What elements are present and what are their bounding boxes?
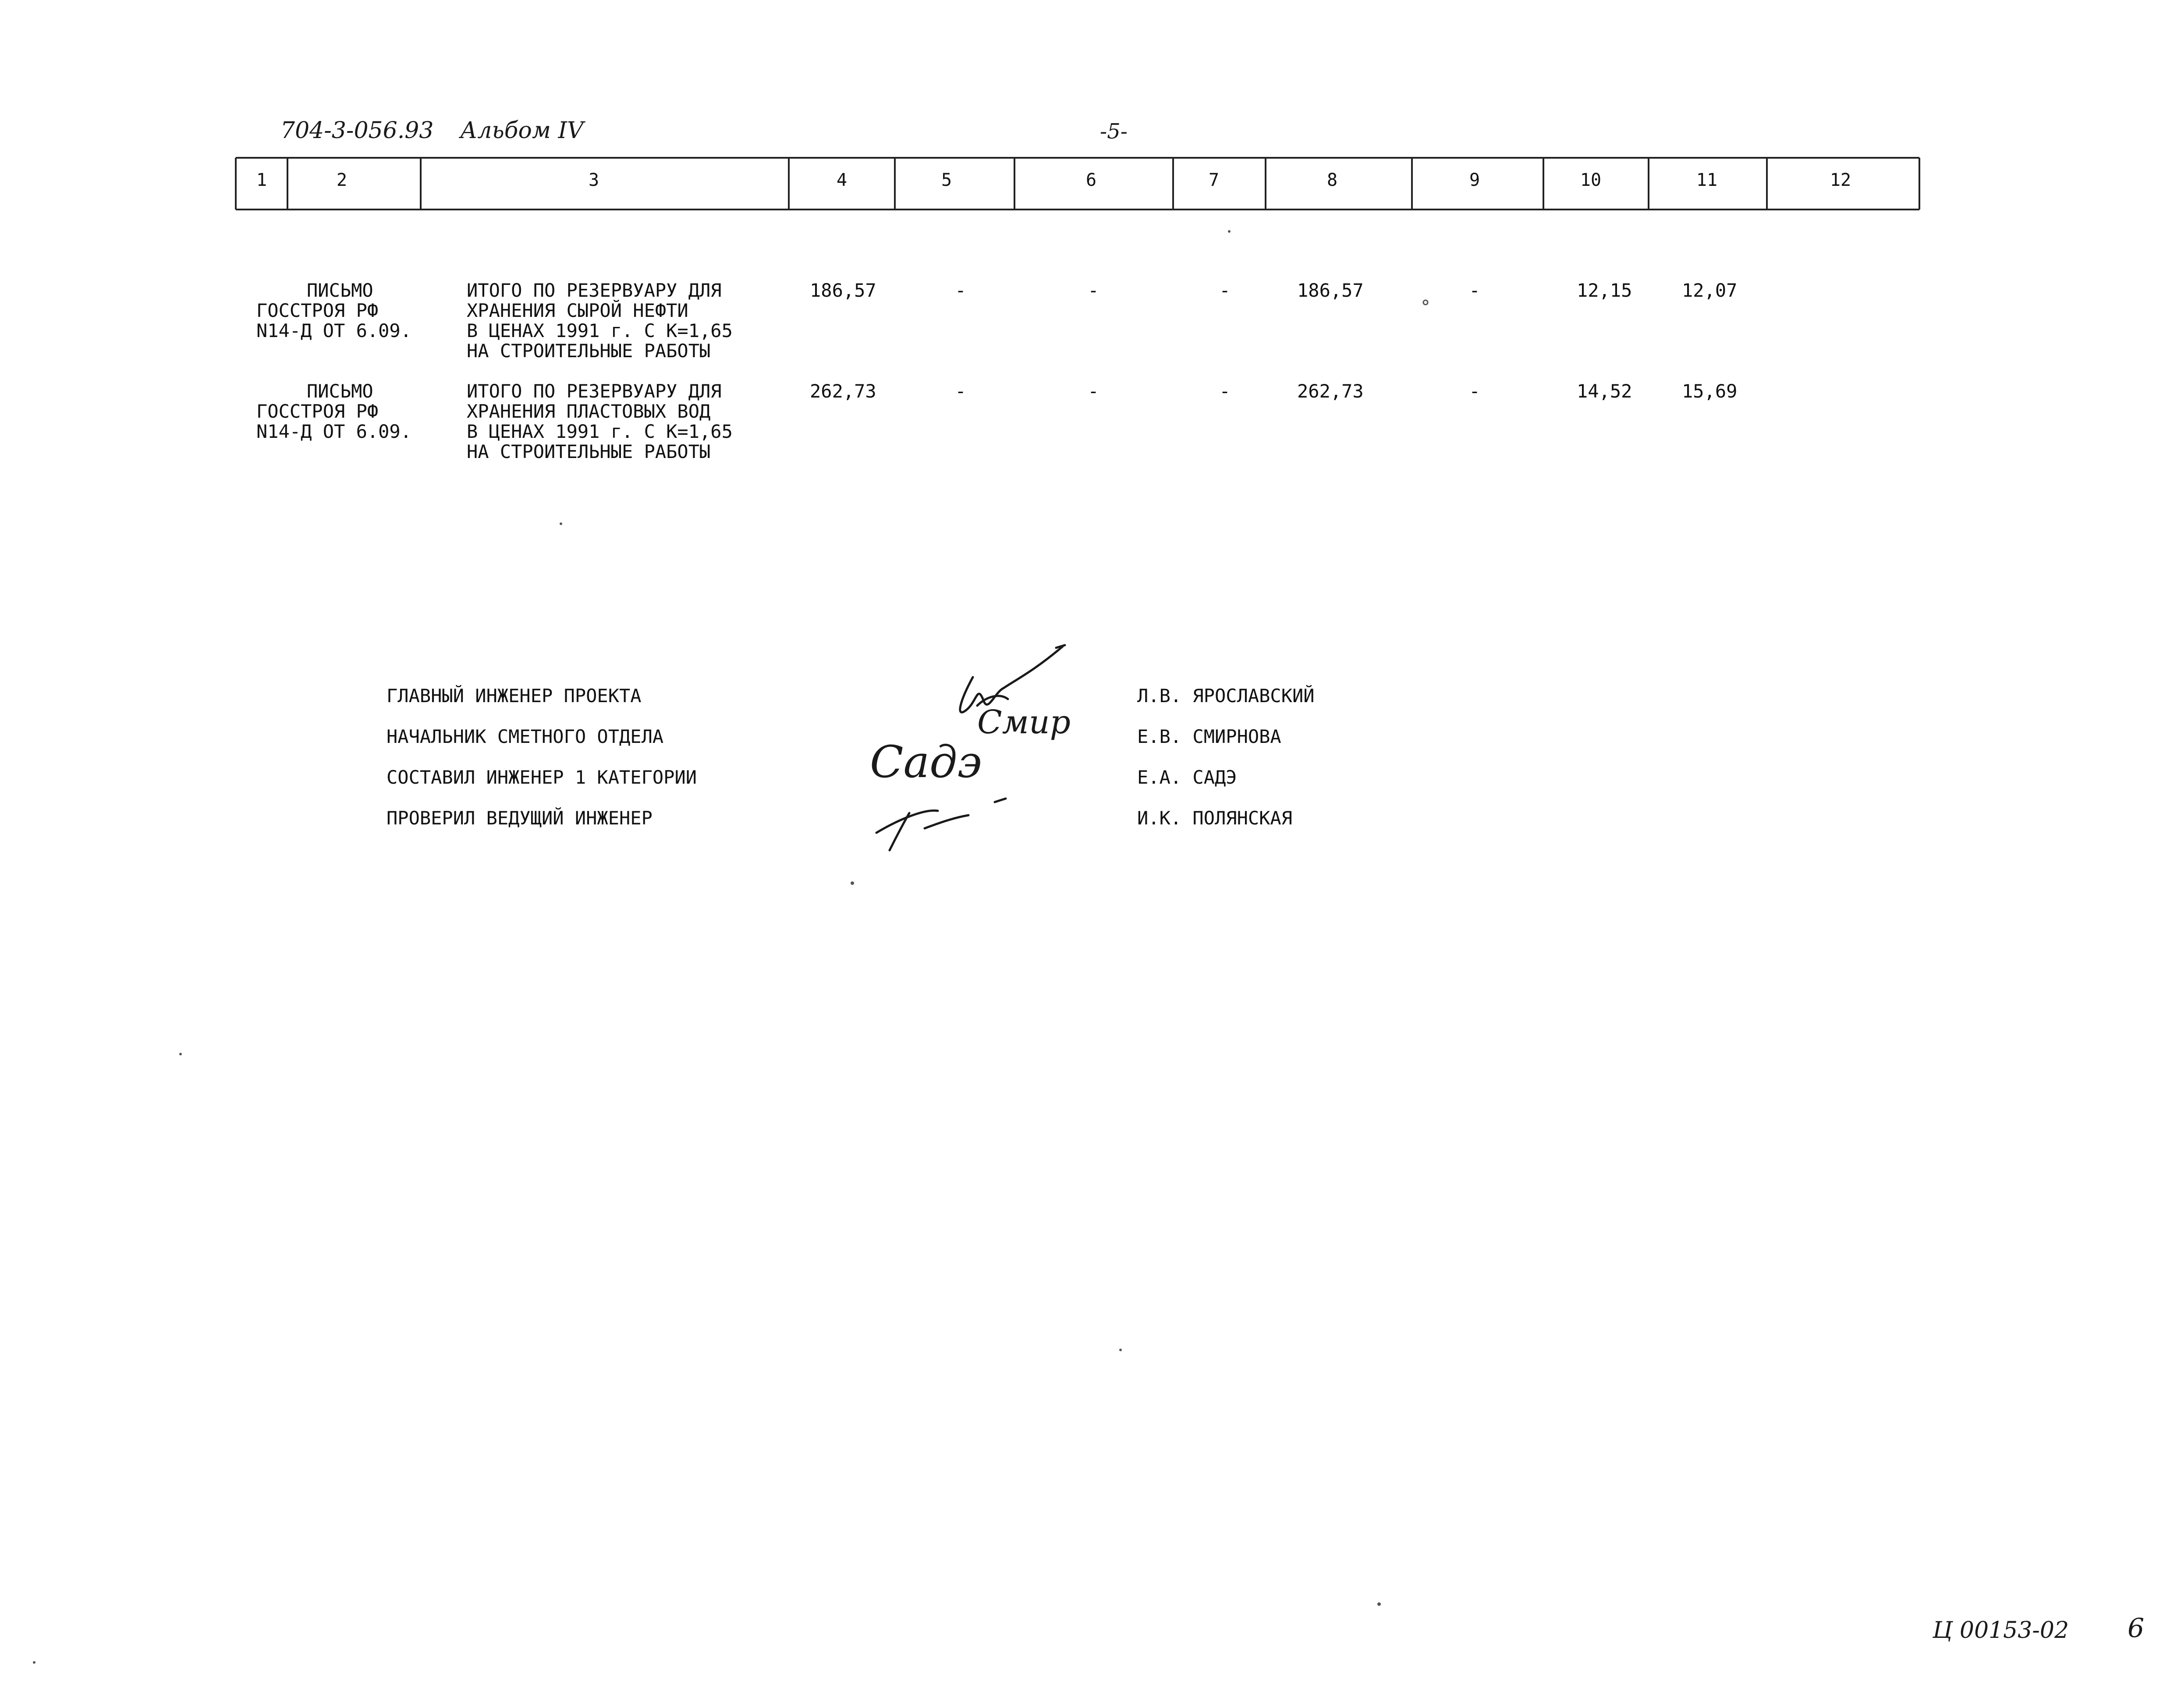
document-code: 704-3-056.93 [280,117,434,144]
row-description-line: В ЦЕНАХ 1991 г. С К=1,65 [467,421,733,442]
col-header-1: 1 [256,170,267,190]
row-description-line: ХРАНЕНИЯ ПЛАСТОВЫХ ВОД [467,401,711,422]
row-description-line: НА СТРОИТЕЛЬНЫЕ РАБОТЫ [467,340,711,362]
signature-name: Е.В. СМИРНОВА [1137,726,1281,747]
col-header-8: 8 [1326,170,1338,190]
row-source-line: ГОССТРОЯ РФ [256,300,379,321]
col-header-6: 6 [1085,170,1097,190]
handwritten-signature-smirnova: Смир [977,703,1071,741]
row-description-line: В ЦЕНАХ 1991 г. С К=1,65 [467,320,733,341]
cell-col4: 262,73 [810,380,876,402]
row-description-line: ХРАНЕНИЯ СЫРОЙ НЕФТИ [467,300,688,321]
cell-col11: 12,07 [1682,280,1738,301]
col-header-7: 7 [1208,170,1220,190]
col-header-11: 11 [1696,170,1718,190]
signature-name: Е.А. САДЭ [1137,767,1237,788]
signature-role: ПРОВЕРИЛ ВЕДУЩИЙ ИНЖЕНЕР [387,807,653,829]
cell-col4: 186,57 [810,280,876,301]
album-label: Альбом IV [460,117,584,144]
cell-col5: - [955,280,966,301]
col-header-2: 2 [336,170,348,190]
col-header-4: 4 [836,170,848,190]
cell-col9: - [1469,380,1480,402]
cell-col10: 12,15 [1577,280,1632,301]
row-source-line: ПИСЬМО [307,280,373,301]
row-source-line: ПИСЬМО [307,380,373,402]
signature-role: СОСТАВИЛ ИНЖЕНЕР 1 КАТЕГОРИИ [387,767,697,788]
cell-col5: - [955,380,966,402]
col-header-9: 9 [1469,170,1480,190]
row-source-line: N14-Д ОТ 6.09. [256,320,412,341]
footer-sheet-number: 6 [2128,1613,2145,1644]
col-header-12: 12 [1830,170,1851,190]
row-description-line: НА СТРОИТЕЛЬНЫЕ РАБОТЫ [467,441,711,462]
col-header-5: 5 [941,170,952,190]
cell-col10: 14,52 [1577,380,1632,402]
signature-name: Л.В. ЯРОСЛАВСКИЙ [1137,685,1315,707]
signature-name: И.К. ПОЛЯНСКАЯ [1137,807,1293,829]
cell-col7: - [1219,280,1231,301]
cell-col8: 186,57 [1297,280,1364,301]
cell-col6: - [1088,280,1099,301]
col-header-10: 10 [1580,170,1602,190]
row-source-line: ГОССТРОЯ РФ [256,401,379,422]
cell-col6: - [1088,380,1099,402]
row-source-line: N14-Д ОТ 6.09. [256,421,412,442]
row-description-line: ИТОГО ПО РЕЗЕРВУАРУ ДЛЯ [467,380,722,402]
page-number: -5- [1100,119,1128,144]
handwritten-signature-sade: Садэ [870,736,982,788]
col-header-3: 3 [588,170,599,190]
cell-col8: 262,73 [1297,380,1364,402]
signature-role: ГЛАВНЫЙ ИНЖЕНЕР ПРОЕКТА [387,685,642,707]
row-description-line: ИТОГО ПО РЕЗЕРВУАРУ ДЛЯ [467,280,722,301]
cell-col11: 15,69 [1682,380,1738,402]
footer-code: Ц 00153-02 [1933,1617,2069,1644]
cell-col9: - [1469,280,1480,301]
cell-col7: - [1219,380,1231,402]
signature-role: НАЧАЛЬНИК СМЕТНОГО ОТДЕЛА [387,726,664,747]
